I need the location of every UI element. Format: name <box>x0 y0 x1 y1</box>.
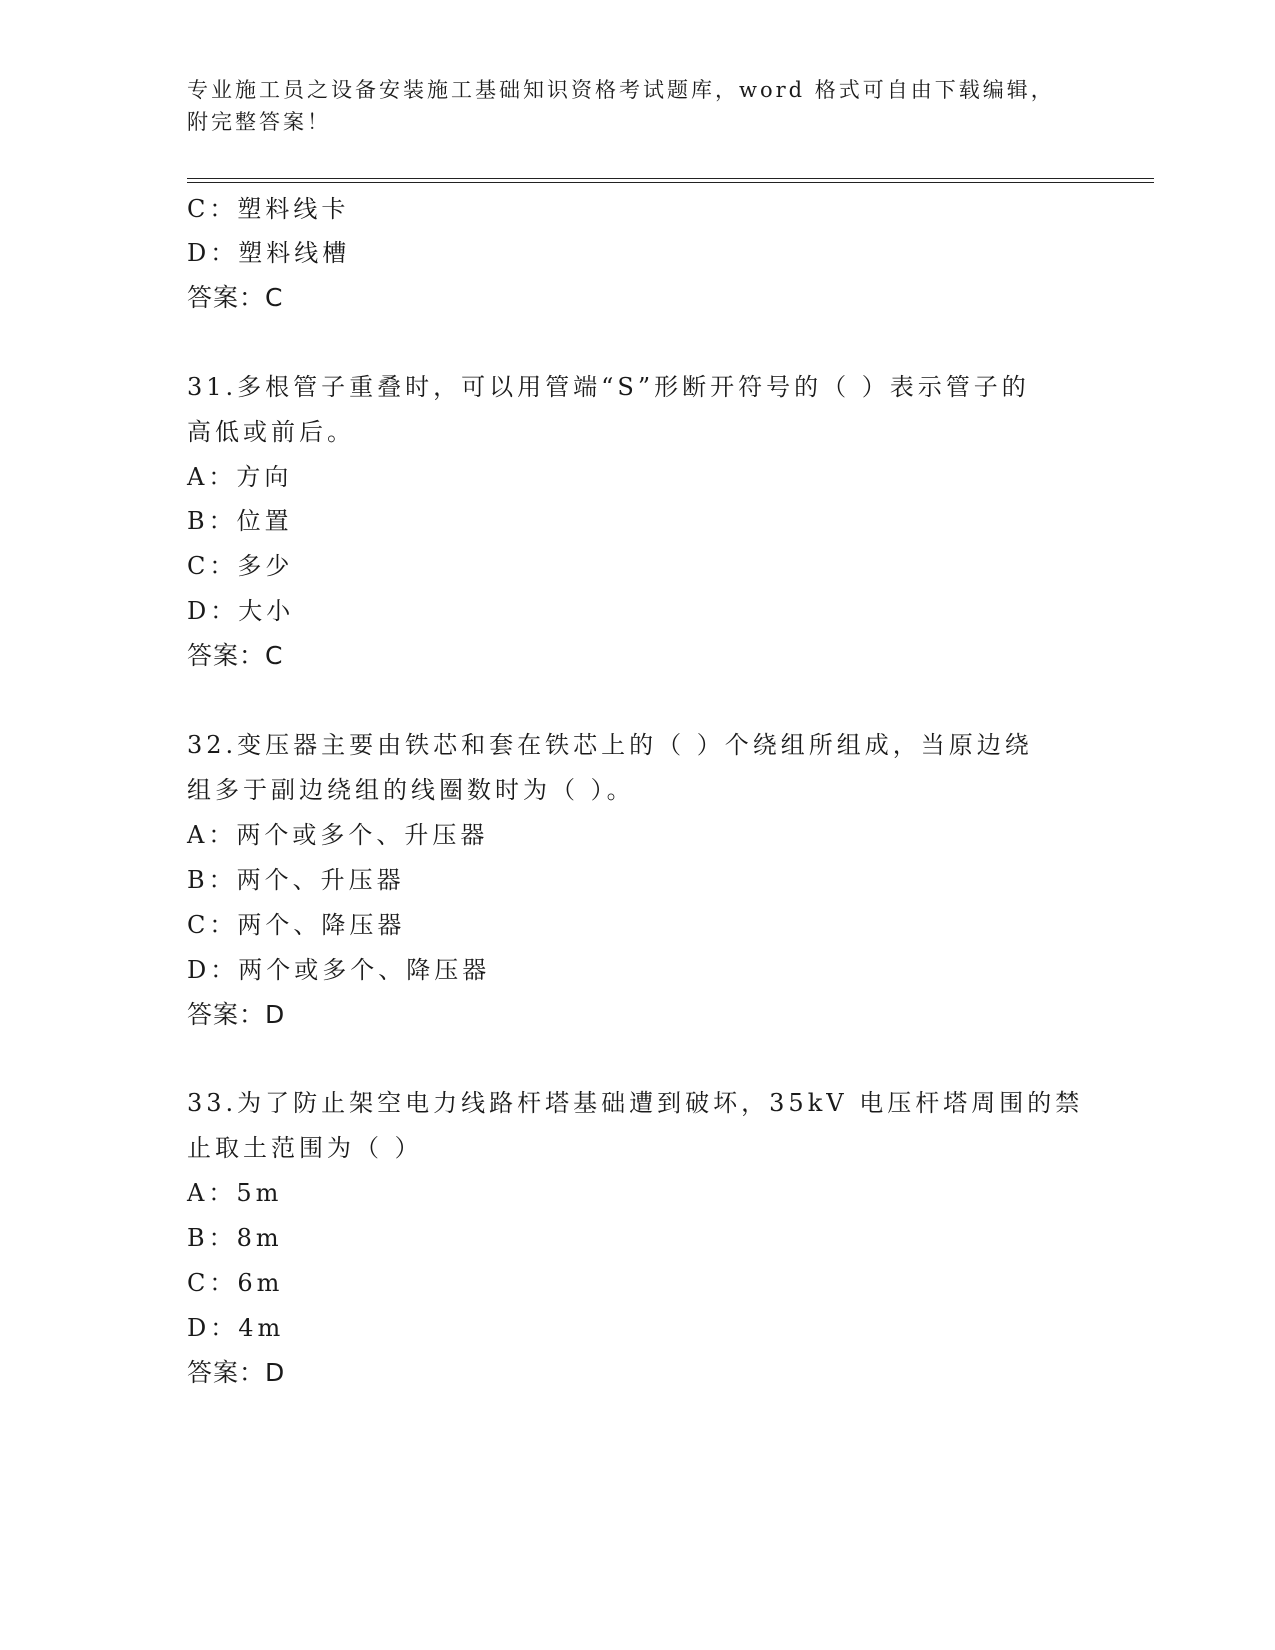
option-a: A：两个或多个、升压器 <box>187 821 489 849</box>
answer: 答案：C <box>187 283 284 312</box>
header-line-2: 附完整答案！ <box>187 110 331 134</box>
option-c: C：塑料线卡 <box>187 195 350 223</box>
option-a: A：方向 <box>187 463 293 491</box>
header-line-1: 专业施工员之设备安装施工基础知识资格考试题库，word 格式可自由下载编辑， <box>187 78 1055 102</box>
header-text <box>187 74 1087 138</box>
option-c: C：两个、降压器 <box>187 911 406 939</box>
option-d: D：两个或多个、降压器 <box>187 956 491 984</box>
option-c: C：多少 <box>187 552 294 580</box>
answer: 答案：D <box>187 1000 286 1029</box>
question-stem-line-1: 32.变压器主要由铁芯和套在铁芯上的（ ）个绕组所组成，当原边绕 <box>187 731 1033 759</box>
header-divider-top <box>187 178 1154 179</box>
question-stem-line-2: 高低或前后。 <box>187 418 355 446</box>
question-stem-line-2: 止取土范围为（ ） <box>187 1134 423 1162</box>
header-divider-bottom <box>187 182 1154 183</box>
question-stem-line-2: 组多于副边绕组的线圈数时为（ ）。 <box>187 776 635 804</box>
option-c: C：6m <box>187 1269 284 1297</box>
option-d: D：4m <box>187 1314 285 1342</box>
option-d: D：塑料线槽 <box>187 239 351 267</box>
answer: 答案：D <box>187 1358 286 1387</box>
question-stem-line-1: 31.多根管子重叠时，可以用管端“S”形断开符号的（ ）表示管子的 <box>187 373 1030 401</box>
answer: 答案：C <box>187 641 284 670</box>
question-stem-line-1: 33.为了防止架空电力线路杆塔基础遭到破坏，35kV 电压杆塔周围的禁 <box>187 1089 1084 1117</box>
option-b: B：位置 <box>187 507 293 535</box>
option-b: B：8m <box>187 1224 283 1252</box>
option-d: D：大小 <box>187 597 295 625</box>
option-b: B：两个、升压器 <box>187 866 405 894</box>
option-a: A：5m <box>187 1179 283 1207</box>
